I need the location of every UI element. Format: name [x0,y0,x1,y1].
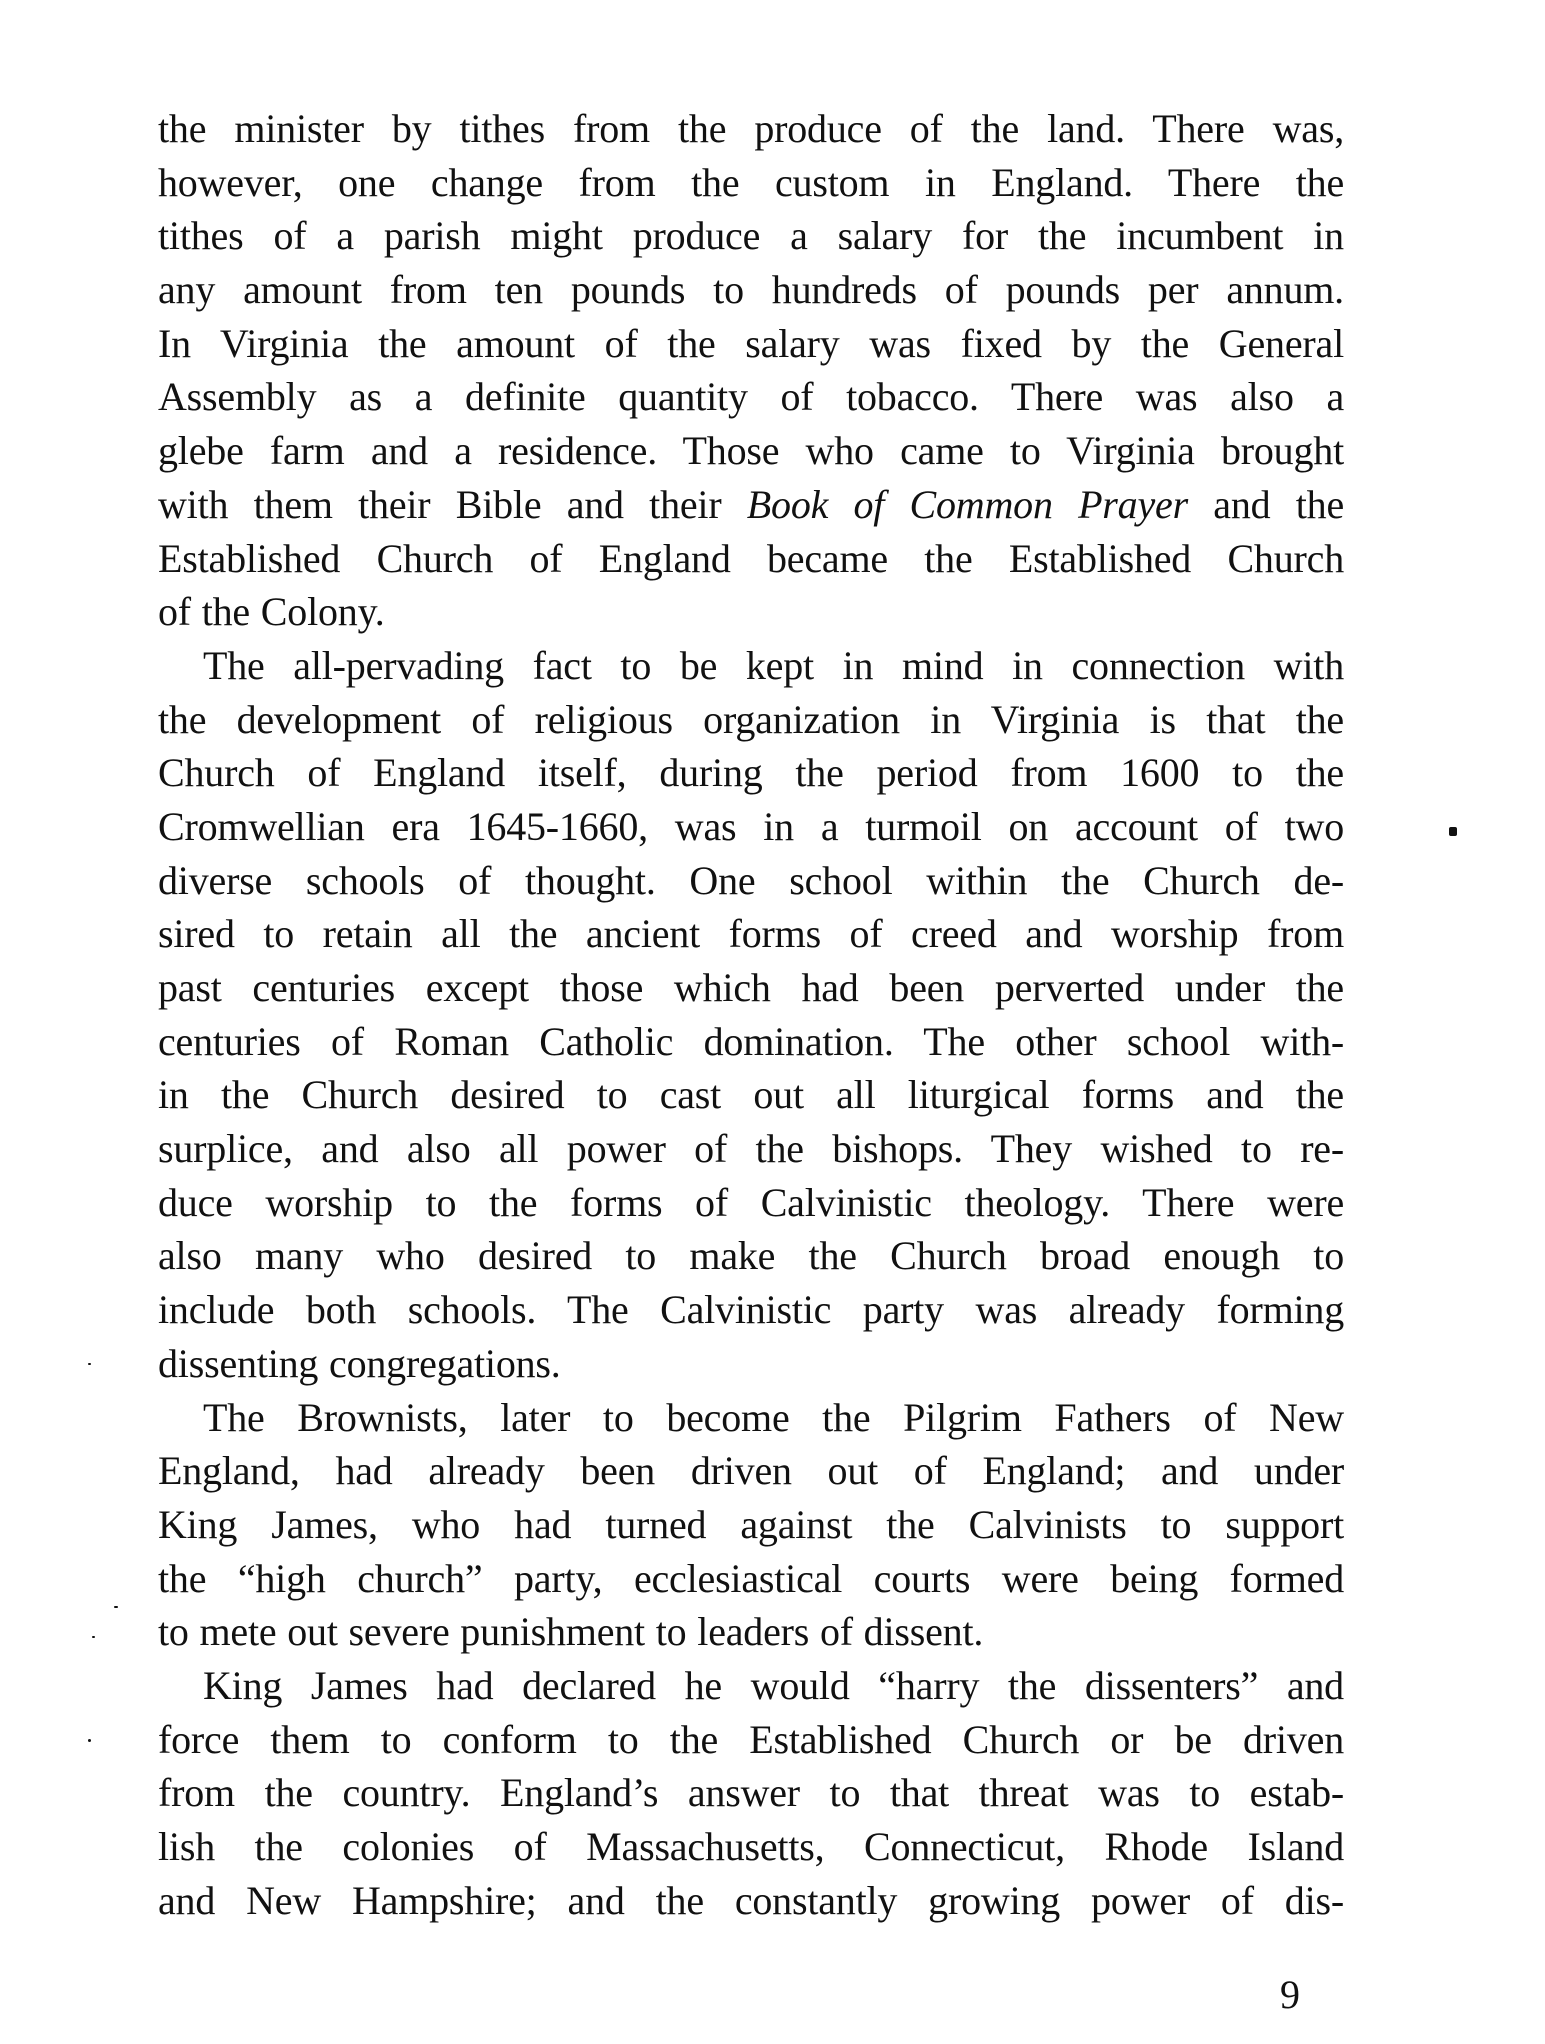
text-run: and the [1187,481,1344,527]
text-line: duce worship to the forms of Calvinistic theology. There were [158,1179,1344,1225]
text-line: from the country. England’s answer to that threat was to estab- [158,1770,1344,1816]
text-line [158,478,1344,532]
paragraph-1 [158,102,1344,639]
text-line: in the Church desired to cast out all liturgical forms and the [158,1072,1344,1118]
text-line: force them to conform to the Established Church or be driven [158,1716,1344,1762]
paragraph-2 [158,639,1344,1391]
text-line: surplice, and also all power of the bishops. They wished to re- [158,1126,1344,1172]
text-line: include both schools. The Calvinistic party was already forming [158,1287,1344,1333]
text-line: past centuries except those which had been perverted under the [158,965,1344,1010]
text-line: Established Church of England became the Established Church [158,535,1344,581]
scan-speck [1449,827,1457,836]
text-run: with them their Bible and their [158,481,747,527]
text-line: any amount from ten pounds to hundreds of pounds per annum. [158,267,1344,313]
scan-speck [92,1636,95,1638]
text-line: the “high church” party, ecclesiastical courts were being formed [158,1555,1344,1601]
text-line: however, one change from the custom in England. There the [158,159,1344,205]
text-line: The all-pervading fact to be kept in mind in connection with [203,642,1344,688]
text-line: tithes of a parish might produce a salary for the incumbent in [158,213,1344,259]
text-line: Church of England itself, during the period from 1600 to the [158,750,1344,796]
text-line: of the Colony. [158,589,385,635]
text-line: dissenting congregations. [158,1340,561,1386]
text-line: to mete out severe punishment to leaders of dissent. [158,1609,984,1655]
paragraph-3 [158,1391,1344,1659]
scan-speck [88,1363,91,1365]
text-line: King James had declared he would “harry the dissenters” and [203,1662,1344,1708]
paragraph-4 [158,1659,1344,1927]
scan-speck [114,1606,118,1608]
text-line: the minister by tithes from the produce of the land. There was, [158,106,1344,151]
text-line: centuries of Roman Catholic domination. The other school with- [158,1018,1344,1064]
text-line: lish the colonies of Massachusetts, Connecticut, Rhode Island [158,1824,1344,1869]
text-line: King James, who had turned against the Calvinists to support [158,1501,1344,1547]
text-line: also many who desired to make the Church broad enough to [158,1233,1344,1279]
text-line: The Brownists, later to become the Pilgrim Fathers of New [203,1394,1344,1440]
body-text [158,102,1344,1927]
book-title-italic: Book of Common Prayer [746,481,1188,527]
scan-speck [88,1739,91,1742]
text-line: Assembly as a definite quantity of tobacco. There was also a [158,374,1344,420]
text-line: diverse schools of thought. One school within the Church de- [158,857,1344,903]
text-line: Cromwellian era 1645-1660, was in a turmoil on account of two [158,803,1344,849]
text-line: and New Hampshire; and the constantly growing power of dis- [158,1877,1344,1923]
text-line: England, had already been driven out of England; and under [158,1448,1344,1494]
text-line: glebe farm and a residence. Those who came to Virginia brought [158,428,1344,474]
text-line: In Virginia the amount of the salary was fixed by the General [158,320,1344,366]
text-line: the development of religious organization in Virginia is that the [158,696,1344,742]
page-number: 9 [1280,1972,1300,2017]
text-line: sired to retain all the ancient forms of creed and worship from [158,911,1344,957]
